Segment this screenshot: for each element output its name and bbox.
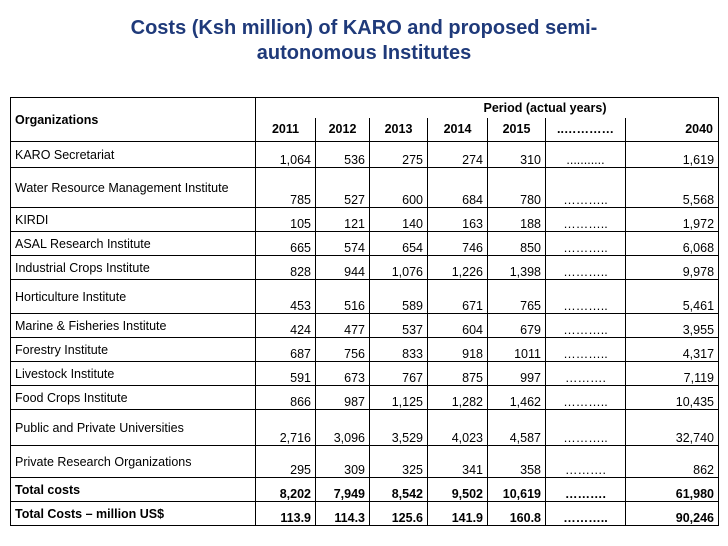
- organization-name: Horticulture Institute: [11, 280, 256, 314]
- organization-name: Public and Private Universities: [11, 410, 256, 446]
- cost-cell: 125.6: [370, 502, 428, 526]
- cost-cell: 918: [428, 338, 488, 362]
- cost-cell: 765: [488, 280, 546, 314]
- cost-cell: 600: [370, 168, 428, 208]
- cost-cell: ………..: [546, 256, 626, 280]
- cost-cell: 516: [316, 280, 370, 314]
- page-title: [0, 16, 728, 66]
- cost-cell: 1,462: [488, 386, 546, 410]
- cost-cell: 785: [256, 168, 316, 208]
- cost-cell: 527: [316, 168, 370, 208]
- table-row: [11, 446, 719, 478]
- header-year: 2013: [370, 118, 428, 142]
- cost-cell: 4,317: [626, 338, 719, 362]
- header-year: 2015: [488, 118, 546, 142]
- cost-cell: 687: [256, 338, 316, 362]
- organization-name: Marine & Fisheries Institute: [11, 314, 256, 338]
- header-year: 2012: [316, 118, 370, 142]
- cost-cell: 325: [370, 446, 428, 478]
- organization-name: Private Research Organizations: [11, 446, 256, 478]
- cost-cell: 8,202: [256, 478, 316, 502]
- organization-name: Total Costs – million US$: [11, 502, 256, 526]
- cost-cell: ………..: [546, 386, 626, 410]
- header-year: 2040: [626, 118, 719, 142]
- cost-cell: 2,716: [256, 410, 316, 446]
- costs-table: [10, 97, 719, 526]
- cost-cell: ………..: [546, 338, 626, 362]
- cost-cell: 3,096: [316, 410, 370, 446]
- cost-cell: 32,740: [626, 410, 719, 446]
- cost-cell: 671: [428, 280, 488, 314]
- cost-cell: 5,461: [626, 280, 719, 314]
- cost-cell: 61,980: [626, 478, 719, 502]
- cost-cell: 780: [488, 168, 546, 208]
- cost-cell: ………..: [546, 314, 626, 338]
- cost-cell: 310: [488, 142, 546, 168]
- cost-cell: 477: [316, 314, 370, 338]
- total-row: [11, 502, 719, 526]
- cost-cell: 3,955: [626, 314, 719, 338]
- cost-cell: 9,978: [626, 256, 719, 280]
- cost-cell: 1,282: [428, 386, 488, 410]
- cost-cell: 453: [256, 280, 316, 314]
- cost-cell: ………..: [546, 168, 626, 208]
- cost-cell: 1011: [488, 338, 546, 362]
- cost-cell: 589: [370, 280, 428, 314]
- cost-cell: ……….: [546, 362, 626, 386]
- cost-cell: 8,542: [370, 478, 428, 502]
- cost-cell: 105: [256, 208, 316, 232]
- cost-cell: 828: [256, 256, 316, 280]
- cost-cell: 684: [428, 168, 488, 208]
- header-organizations: Organizations: [11, 98, 256, 142]
- cost-cell: 850: [488, 232, 546, 256]
- cost-cell: 7,949: [316, 478, 370, 502]
- organization-name: Industrial Crops Institute: [11, 256, 256, 280]
- table-row: [11, 362, 719, 386]
- cost-cell: 536: [316, 142, 370, 168]
- cost-cell: 295: [256, 446, 316, 478]
- cost-cell: 1,076: [370, 256, 428, 280]
- cost-cell: ……….: [546, 446, 626, 478]
- table-row: [11, 338, 719, 362]
- cost-cell: 10,619: [488, 478, 546, 502]
- cost-cell: 140: [370, 208, 428, 232]
- organization-name: ASAL Research Institute: [11, 232, 256, 256]
- cost-cell: ………..: [546, 502, 626, 526]
- cost-cell: ………..: [546, 280, 626, 314]
- organization-name: Water Resource Management Institute: [11, 168, 256, 208]
- cost-cell: 537: [370, 314, 428, 338]
- header-year: 2014: [428, 118, 488, 142]
- cost-cell: 604: [428, 314, 488, 338]
- organization-name: Total costs: [11, 478, 256, 502]
- cost-cell: 1,226: [428, 256, 488, 280]
- cost-cell: 160.8: [488, 502, 546, 526]
- table-row: [11, 142, 719, 168]
- table-row: [11, 208, 719, 232]
- cost-cell: 4,587: [488, 410, 546, 446]
- cost-cell: 10,435: [626, 386, 719, 410]
- cost-cell: 358: [488, 446, 546, 478]
- cost-cell: 9,502: [428, 478, 488, 502]
- cost-cell: 1,064: [256, 142, 316, 168]
- cost-cell: 997: [488, 362, 546, 386]
- organization-name: Forestry Institute: [11, 338, 256, 362]
- title-line-1: Costs (Ksh million) of KARO and proposed semi-: [130, 17, 598, 39]
- cost-cell: ………..: [546, 208, 626, 232]
- cost-cell: 591: [256, 362, 316, 386]
- cost-cell: 5,568: [626, 168, 719, 208]
- cost-cell: 767: [370, 362, 428, 386]
- table-row: [11, 280, 719, 314]
- cost-cell: 875: [428, 362, 488, 386]
- cost-cell: 665: [256, 232, 316, 256]
- total-row: [11, 478, 719, 502]
- cost-cell: 163: [428, 208, 488, 232]
- table-row: [11, 314, 719, 338]
- cost-cell: 862: [626, 446, 719, 478]
- cost-cell: 679: [488, 314, 546, 338]
- cost-cell: 141.9: [428, 502, 488, 526]
- cost-cell: 1,619: [626, 142, 719, 168]
- cost-cell: 121: [316, 208, 370, 232]
- cost-cell: 114.3: [316, 502, 370, 526]
- cost-cell: 574: [316, 232, 370, 256]
- organization-name: KIRDI: [11, 208, 256, 232]
- cost-cell: 944: [316, 256, 370, 280]
- cost-cell: ……….: [546, 478, 626, 502]
- cost-cell: 746: [428, 232, 488, 256]
- table-row: [11, 168, 719, 208]
- cost-cell: 188: [488, 208, 546, 232]
- table-row: [11, 232, 719, 256]
- cost-cell: 987: [316, 386, 370, 410]
- cost-cell: 309: [316, 446, 370, 478]
- table-row: [11, 256, 719, 280]
- organization-name: KARO Secretariat: [11, 142, 256, 168]
- cost-cell: 6,068: [626, 232, 719, 256]
- cost-cell: 1,125: [370, 386, 428, 410]
- cost-cell: 274: [428, 142, 488, 168]
- cost-cell: 673: [316, 362, 370, 386]
- cost-cell: ...........: [546, 142, 626, 168]
- title-line-2: autonomous Institutes: [256, 42, 472, 64]
- cost-cell: 424: [256, 314, 316, 338]
- table-row: [11, 410, 719, 446]
- cost-cell: ………..: [546, 410, 626, 446]
- cost-cell: 1,972: [626, 208, 719, 232]
- cost-cell: 4,023: [428, 410, 488, 446]
- header-year: 2011: [256, 118, 316, 142]
- header-year: ..…………: [546, 118, 626, 142]
- cost-cell: ………..: [546, 232, 626, 256]
- cost-cell: 833: [370, 338, 428, 362]
- cost-cell: 654: [370, 232, 428, 256]
- cost-cell: 3,529: [370, 410, 428, 446]
- header-period: Period (actual years): [256, 98, 719, 118]
- cost-cell: 756: [316, 338, 370, 362]
- cost-cell: 341: [428, 446, 488, 478]
- cost-cell: 1,398: [488, 256, 546, 280]
- cost-cell: 275: [370, 142, 428, 168]
- cost-cell: 90,246: [626, 502, 719, 526]
- table-row: [11, 386, 719, 410]
- cost-cell: 7,119: [626, 362, 719, 386]
- cost-cell: 113.9: [256, 502, 316, 526]
- organization-name: Food Crops Institute: [11, 386, 256, 410]
- organization-name: Livestock Institute: [11, 362, 256, 386]
- cost-cell: 866: [256, 386, 316, 410]
